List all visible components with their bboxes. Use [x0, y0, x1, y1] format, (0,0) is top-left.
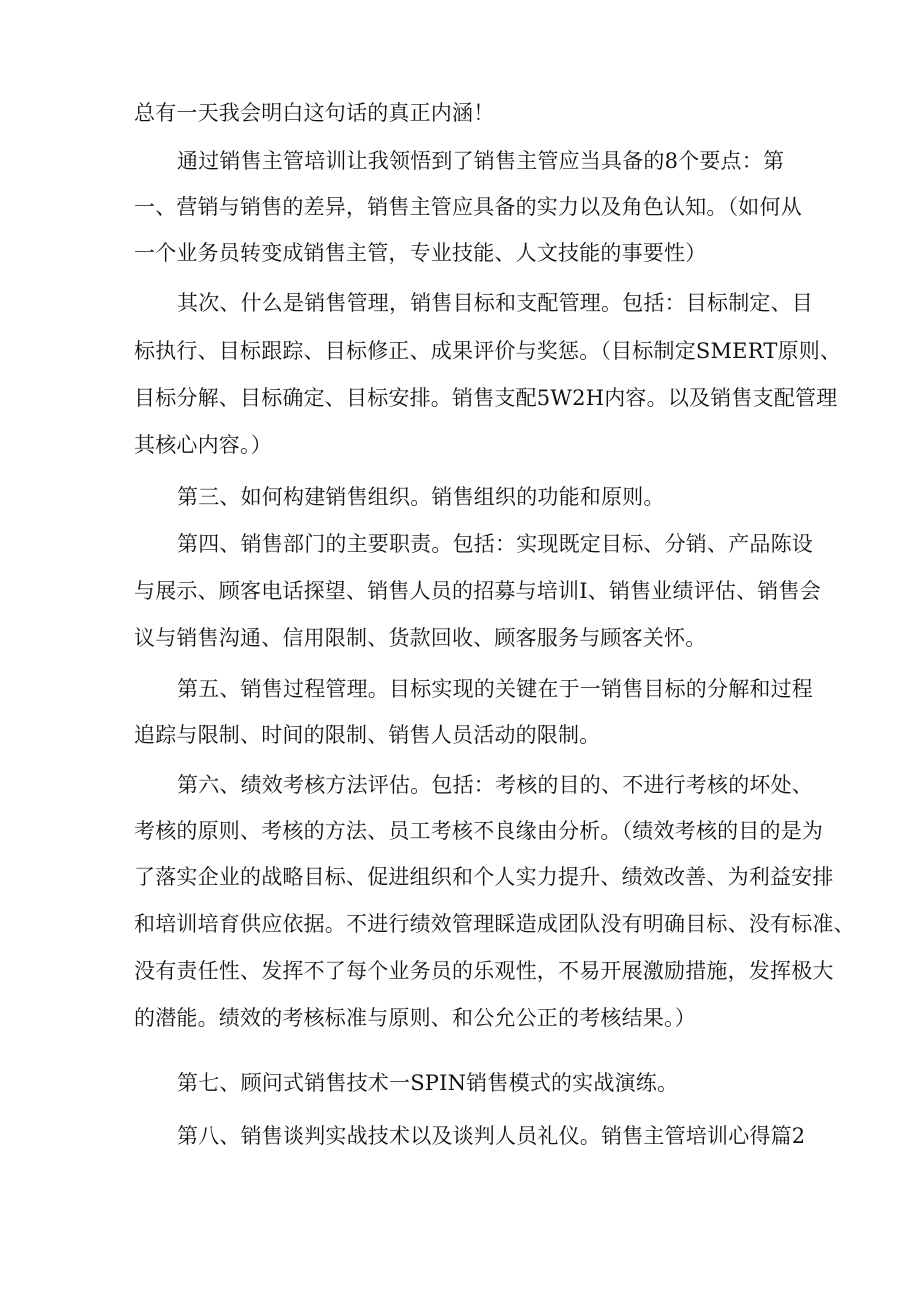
paragraph-first-line: 第八、销售谈判实战技术以及谈判人员礼仪。销售主管培训心得篇2	[177, 1124, 806, 1148]
text-line: 标执行、目标跟踪、目标修正、成果评价与奖惩。（目标制定SMERT原则、	[134, 339, 842, 363]
text-line: 目标分解、目标确定、目标安排。销售支配5W2H内容。以及销售支配管理	[134, 386, 838, 410]
text-line: 其核心内容。）	[134, 433, 272, 457]
text-line: 议与销售沟通、信用限制、货款回收、顾客服务与顾客关怀。	[134, 626, 707, 650]
paragraph-first-line: 第四、销售部门的主要职责。包括：实现既定目标、分销、产品陈设	[177, 532, 813, 556]
text-line: 考核的原则、考核的方法、员工考核不良缘由分析。（绩效考核的目的是为	[134, 819, 824, 843]
paragraph-first-line: 第三、如何构建销售组织。销售组织的功能和原则。	[177, 485, 665, 509]
text-line: 了落实企业的战略目标、促进组织和个人实力提升、绩效改善、为利益安排	[134, 865, 834, 889]
paragraph-first-line: 通过销售主管培训让我领悟到了销售主管应当具备的8个要点：第	[177, 149, 785, 173]
text-line: 一、营销与销售的差异，销售主管应具备的实力以及角色认知。（如何从	[134, 195, 802, 219]
text-line: 与展示、顾客电话探望、销售人员的招募与培训I、销售业绩评估、销售会	[134, 579, 821, 603]
text-line: 的潜能。绩效的考核标准与原则、和公允公正的考核结果。）	[134, 1006, 696, 1030]
paragraph-first-line: 其次、什么是销售管理，销售目标和支配管理。包括：目标制定、目	[177, 291, 813, 315]
text-line: 总有一天我会明白这句话的真正内涵！	[134, 101, 495, 125]
paragraph-first-line: 第七、顾问式销售技术一SPIN销售模式的实战演练。	[177, 1071, 679, 1095]
text-line: 追踪与限制、时间的限制、销售人员活动的限制。	[134, 723, 601, 747]
text-line: 和培训培育供应依据。不进行绩效管理睬造成团队没有明确目标、没有标准、	[134, 912, 855, 936]
paragraph-first-line: 第六、绩效考核方法评估。包括：考核的目的、不进行考核的坏处、	[177, 773, 813, 797]
paragraph-first-line: 第五、销售过程管理。目标实现的关键在于一销售目标的分解和过程	[177, 677, 813, 701]
text-line: 一个业务员转变成销售主管，专业技能、人文技能的事要性）	[134, 241, 707, 265]
text-line: 没有责任性、发挥不了每个业务员的乐观性，不易开展激励措施，发挥极大	[134, 959, 834, 983]
